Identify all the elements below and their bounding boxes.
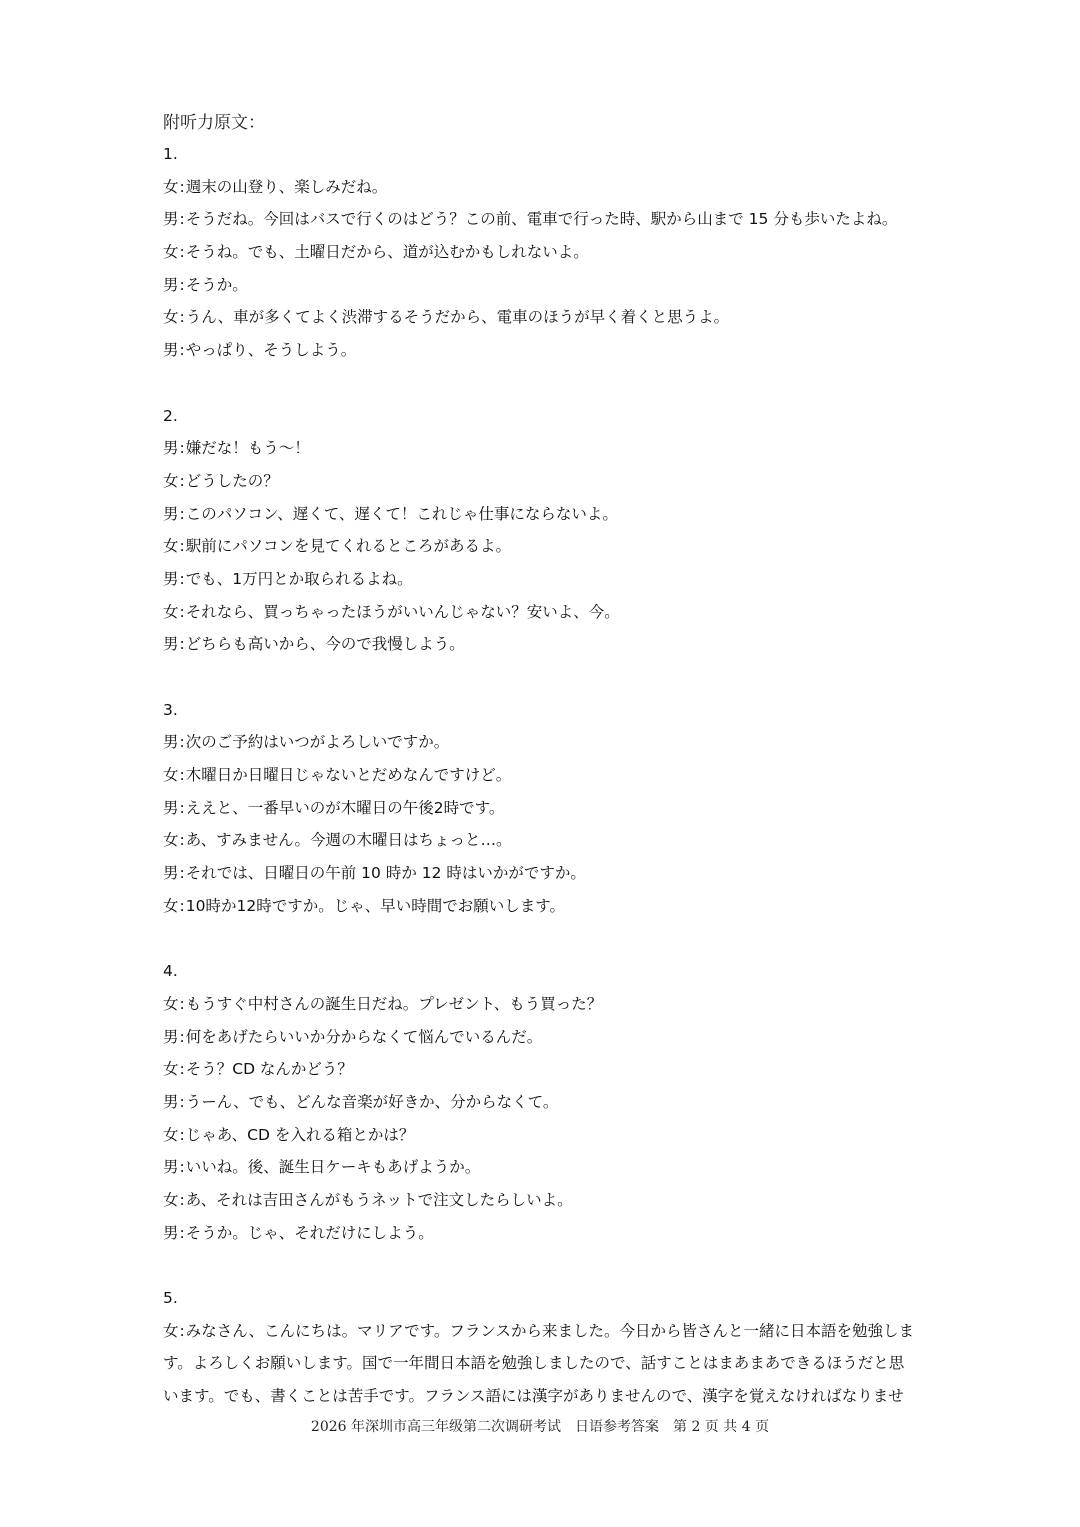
dialogue-text: そう？CD なんかどう？ [185,1060,353,1079]
section-number: 2. [163,406,178,425]
speaker-separator: : [179,766,185,785]
dialogue-text: それでは、日曜日の午前 10 時か 12 時はいかがですか。 [185,864,586,883]
speaker-separator: : [179,1158,185,1177]
speaker-separator: : [179,1321,185,1340]
dialogue-line [163,596,923,629]
dialogue-text: そうか。 [185,275,248,294]
dialogue-line [163,890,923,923]
section-number: 5. [163,1289,178,1308]
speaker-label: 男 [163,504,179,523]
section-spacer [163,367,923,400]
speaker-separator: : [179,1092,185,1111]
speaker-separator: : [179,1027,185,1046]
speaker-label: 男 [163,210,179,229]
dialogue-text: やっぱり、そうしよう。 [185,341,357,360]
dialogue-line [163,1119,923,1152]
speaker-label: 男 [163,733,179,752]
dialogue-line [163,334,923,367]
speaker-separator: : [179,1060,185,1079]
dialogue-line [163,530,923,563]
transcript-heading: 附听力原文： [163,113,265,133]
dialogue-line [163,301,923,334]
speaker-label: 男 [163,1223,179,1242]
dialogue-line [163,726,923,759]
section-number: 1. [163,145,178,163]
dialogue-line [163,1347,923,1380]
speaker-label: 男 [163,275,179,294]
dialogue-line [163,1151,923,1184]
speaker-separator: : [179,1125,185,1144]
speaker-separator: : [179,831,185,850]
speaker-label: 女 [163,994,179,1013]
listening-transcript [163,108,923,1413]
speaker-label: 男 [163,1158,179,1177]
speaker-separator: : [179,504,185,523]
speaker-label: 男 [163,798,179,817]
dialogue-text: どうしたの？ [185,471,279,490]
dialogue-text: そうだね。今回はバスで行くのはどう？この前、電車で行った時、駅から山まで 15 分も歩いたよね。 [185,210,898,229]
speaker-separator: : [179,1191,185,1209]
dialogue-line [163,1217,923,1250]
speaker-separator: : [179,896,185,915]
dialogue-text: 嫌だな！もう～！ [185,439,310,458]
dialogue-text: でも、1万円とか取られるよね。 [185,569,413,588]
speaker-separator: : [179,471,185,490]
dialogue-text: あ、それは吉田さんがもうネットで注文したらしいよ。 [185,1191,573,1209]
dialogue-line [163,1315,923,1348]
speaker-separator: : [179,569,185,588]
dialogue-text: もうすぐ中村さんの誕生日だね。プレゼント、もう買った？ [185,994,603,1013]
dialogue-text: 木曜日か日曜日じゃないとだめなんですけど。 [185,766,512,785]
speaker-separator: : [179,537,185,556]
dialogue-text: じゃあ、CD を入れる箱とかは？ [185,1125,415,1144]
dialogue-text: 10時か12時ですか。じゃ、早い時間でお願いします。 [185,896,565,915]
dialogue-text: あ、すみません。今週の木曜日はちょっと…。 [185,831,512,850]
dialogue-line [163,1053,923,1086]
dialogue-line [163,792,923,825]
speaker-label: 男 [163,1092,179,1111]
dialogue-line [163,1021,923,1054]
section-spacer [163,1249,923,1282]
dialogue-line [163,171,923,204]
dialogue-text: ええと、一番早いのが木曜日の午後2時です。 [185,798,505,817]
dialogue-line [163,1184,923,1217]
dialogue-text: そうか。じゃ、それだけにしよう。 [185,1223,434,1242]
dialogue-line [163,236,923,269]
speaker-separator: : [179,308,185,327]
section-spacer [163,661,923,694]
speaker-label: 女 [163,1125,179,1144]
speaker-label: 男 [163,864,179,883]
dialogue-text: うーん、でも、どんな音楽が好きか、分からなくて。 [185,1092,559,1111]
speaker-separator: : [179,994,185,1013]
page-footer: 2026 年深圳市高三年级第二次调研考试 日语参考答案 第 2 页 共 4 页 [310,1419,770,1435]
dialogue-line [163,628,923,661]
dialogue-text: みなさん、こんにちは。マリアです。フランスから来ました。今日から皆さんと一緒に日本語を勉強しま [185,1321,914,1340]
speaker-separator: : [179,177,185,196]
dialogue-line [163,432,923,465]
dialogue-text: それなら、買っちゃったほうがいいんじゃない？安いよ、今。 [185,602,620,621]
dialogue-line [163,824,923,857]
speaker-label: 女 [163,766,179,785]
speaker-label: 女 [163,308,179,327]
speaker-separator: : [179,275,185,294]
dialogue-text: す。よろしくお願いします。国で一年間日本語を勉強しましたので、話すことはまあまあできるほうだと思 [163,1354,905,1373]
dialogue-line [163,1086,923,1119]
speaker-label: 女 [163,1321,179,1340]
speaker-separator: : [179,210,185,229]
dialogue-line [163,269,923,302]
dialogue-line [163,857,923,890]
dialogue-line [163,1380,923,1413]
dialogue-text: そうね。でも、土曜日だから、道が込むかもしれないよ。 [185,243,589,262]
section-spacer [163,923,923,956]
dialogue-text: います。でも、書くことは苦手です。フランス語には漢字がありませんので、漢字を覚えなければなりませ [163,1387,904,1406]
dialogue-text: うん、車が多くてよく渋滞するそうだから、電車のほうが早く着くと思うよ。 [185,308,730,327]
dialogue-line [163,988,923,1021]
dialogue-line [163,563,923,596]
speaker-separator: : [179,864,185,883]
speaker-label: 女 [163,471,179,490]
speaker-separator: : [179,602,185,621]
speaker-label: 女 [163,537,179,556]
speaker-label: 男 [163,341,179,360]
dialogue-text: 次のご予約はいつがよろしいですか。 [185,733,450,752]
speaker-label: 男 [163,439,179,458]
dialogue-line [163,759,923,792]
speaker-separator: : [179,635,185,654]
section-number: 4. [163,962,178,981]
speaker-label: 男 [163,569,179,588]
dialogue-line [163,498,923,531]
speaker-label: 女 [163,243,179,262]
dialogue-text: 何をあげたらいいか分からなくて悩んでいるんだ。 [185,1027,543,1046]
speaker-label: 女 [163,896,179,915]
speaker-separator: : [179,341,185,360]
dialogue-text: 駅前にパソコンを見てくれるところがあるよ。 [185,537,511,556]
speaker-separator: : [179,1223,185,1242]
speaker-separator: : [179,439,185,458]
dialogue-line [163,203,923,236]
speaker-label: 女 [163,602,179,621]
speaker-label: 女 [163,1060,179,1079]
speaker-label: 女 [163,1191,179,1209]
speaker-label: 男 [163,1027,179,1046]
dialogue-text: このパソコン、遅くて、遅くて！これじゃ仕事にならないよ。 [185,504,618,523]
dialogue-line [163,465,923,498]
speaker-separator: : [179,733,185,752]
dialogue-text: いいね。後、誕生日ケーキもあげようか。 [185,1158,481,1177]
speaker-label: 女 [163,177,179,196]
dialogue-text: 週末の山登り、楽しみだね。 [185,177,388,196]
dialogue-text: どちらも高いから、今ので我慢しよう。 [185,635,465,654]
speaker-label: 女 [163,831,179,850]
section-number: 3. [163,700,178,719]
speaker-separator: : [179,243,185,262]
speaker-separator: : [179,798,185,817]
speaker-label: 男 [163,635,179,654]
